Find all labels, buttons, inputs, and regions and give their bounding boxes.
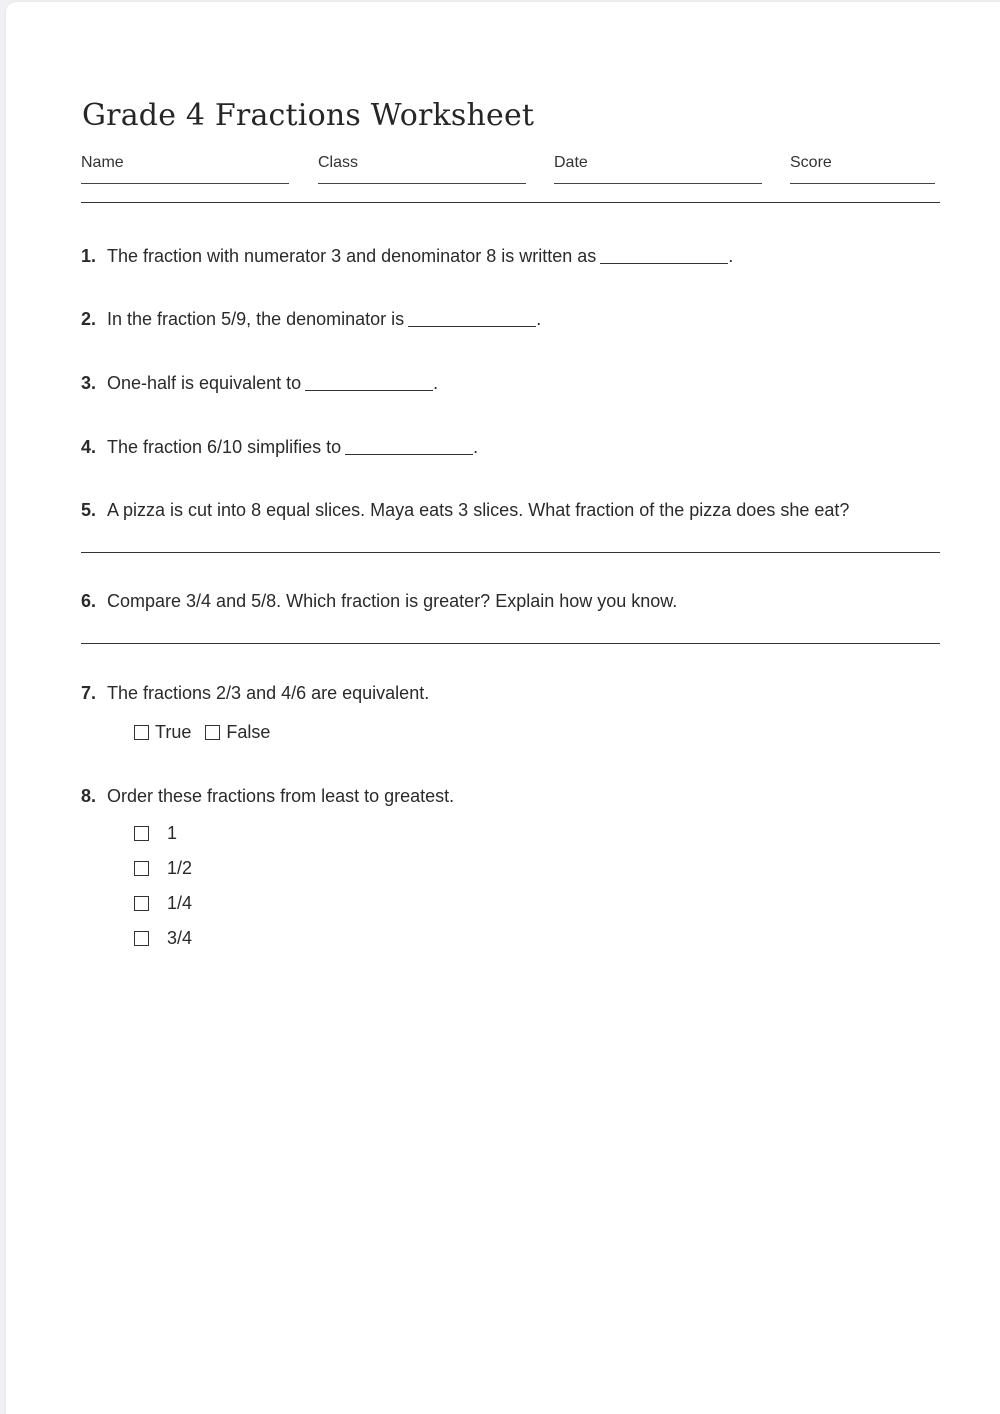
question-text: In the fraction 5/9, the denominator is: [107, 309, 405, 329]
option-label: True: [155, 722, 192, 742]
question-suffix: .: [473, 437, 479, 457]
checkbox[interactable]: [134, 896, 149, 911]
answer-line-5[interactable]: [81, 552, 940, 553]
checkbox[interactable]: [134, 725, 149, 740]
question-text: The fraction with numerator 3 and denominator 8 is written as: [107, 246, 597, 266]
true-false-options: [134, 722, 284, 743]
question-1: [81, 246, 733, 267]
question-text: One-half is equivalent to: [107, 373, 302, 393]
order-item[interactable]: [134, 893, 192, 914]
page-title: Grade 4 Fractions Worksheet: [82, 98, 535, 133]
score-field[interactable]: [790, 152, 935, 184]
question-suffix: .: [536, 309, 542, 329]
header-divider: [81, 202, 940, 203]
name-label: Name: [81, 154, 124, 171]
question-6: [81, 591, 677, 612]
question-suffix: .: [728, 246, 734, 266]
answer-blank[interactable]: [345, 440, 473, 455]
question-8: [81, 786, 454, 807]
score-label: Score: [790, 154, 832, 171]
question-number: 4.: [81, 437, 97, 457]
question-number: 6.: [81, 591, 97, 611]
question-suffix: .: [433, 373, 439, 393]
question-number: 1.: [81, 246, 97, 266]
question-text: A pizza is cut into 8 equal slices. Maya eats 3 slices. What fraction of the pizza does she eat?: [107, 500, 850, 520]
question-number: 5.: [81, 500, 97, 520]
checkbox[interactable]: [134, 826, 149, 841]
question-number: 3.: [81, 373, 97, 393]
option-label: False: [226, 722, 271, 742]
answer-line-6[interactable]: [81, 643, 940, 644]
question-number: 2.: [81, 309, 97, 329]
checkbox[interactable]: [134, 861, 149, 876]
order-item-label: 1/4: [167, 893, 193, 913]
question-7: [81, 683, 429, 704]
answer-blank[interactable]: [305, 376, 433, 391]
option-false[interactable]: [205, 722, 270, 743]
order-item[interactable]: [134, 928, 192, 949]
question-number: 7.: [81, 683, 97, 703]
order-item-label: 3/4: [167, 928, 193, 948]
option-true[interactable]: [134, 722, 191, 743]
question-text: The fraction 6/10 simplifies to: [107, 437, 342, 457]
name-field[interactable]: [81, 152, 289, 184]
question-number: 8.: [81, 786, 97, 806]
question-5: [81, 500, 849, 521]
question-4: [81, 437, 478, 458]
checkbox[interactable]: [205, 725, 220, 740]
worksheet-page: [6, 2, 1000, 1414]
answer-blank[interactable]: [408, 312, 536, 327]
order-item-label: 1/2: [167, 858, 193, 878]
question-text: Compare 3/4 and 5/8. Which fraction is greater? Explain how you know.: [107, 591, 678, 611]
question-text: Order these fractions from least to greatest.: [107, 786, 455, 806]
date-field[interactable]: [554, 152, 762, 184]
question-text: The fractions 2/3 and 4/6 are equivalent.: [107, 683, 430, 703]
question-2: [81, 309, 541, 330]
checkbox[interactable]: [134, 931, 149, 946]
date-label: Date: [554, 154, 588, 171]
order-item[interactable]: [134, 823, 177, 844]
question-3: [81, 373, 438, 394]
answer-blank[interactable]: [600, 249, 728, 264]
class-label: Class: [318, 154, 359, 171]
order-item-label: 1: [167, 823, 178, 843]
class-field[interactable]: [318, 152, 526, 184]
order-item[interactable]: [134, 858, 192, 879]
